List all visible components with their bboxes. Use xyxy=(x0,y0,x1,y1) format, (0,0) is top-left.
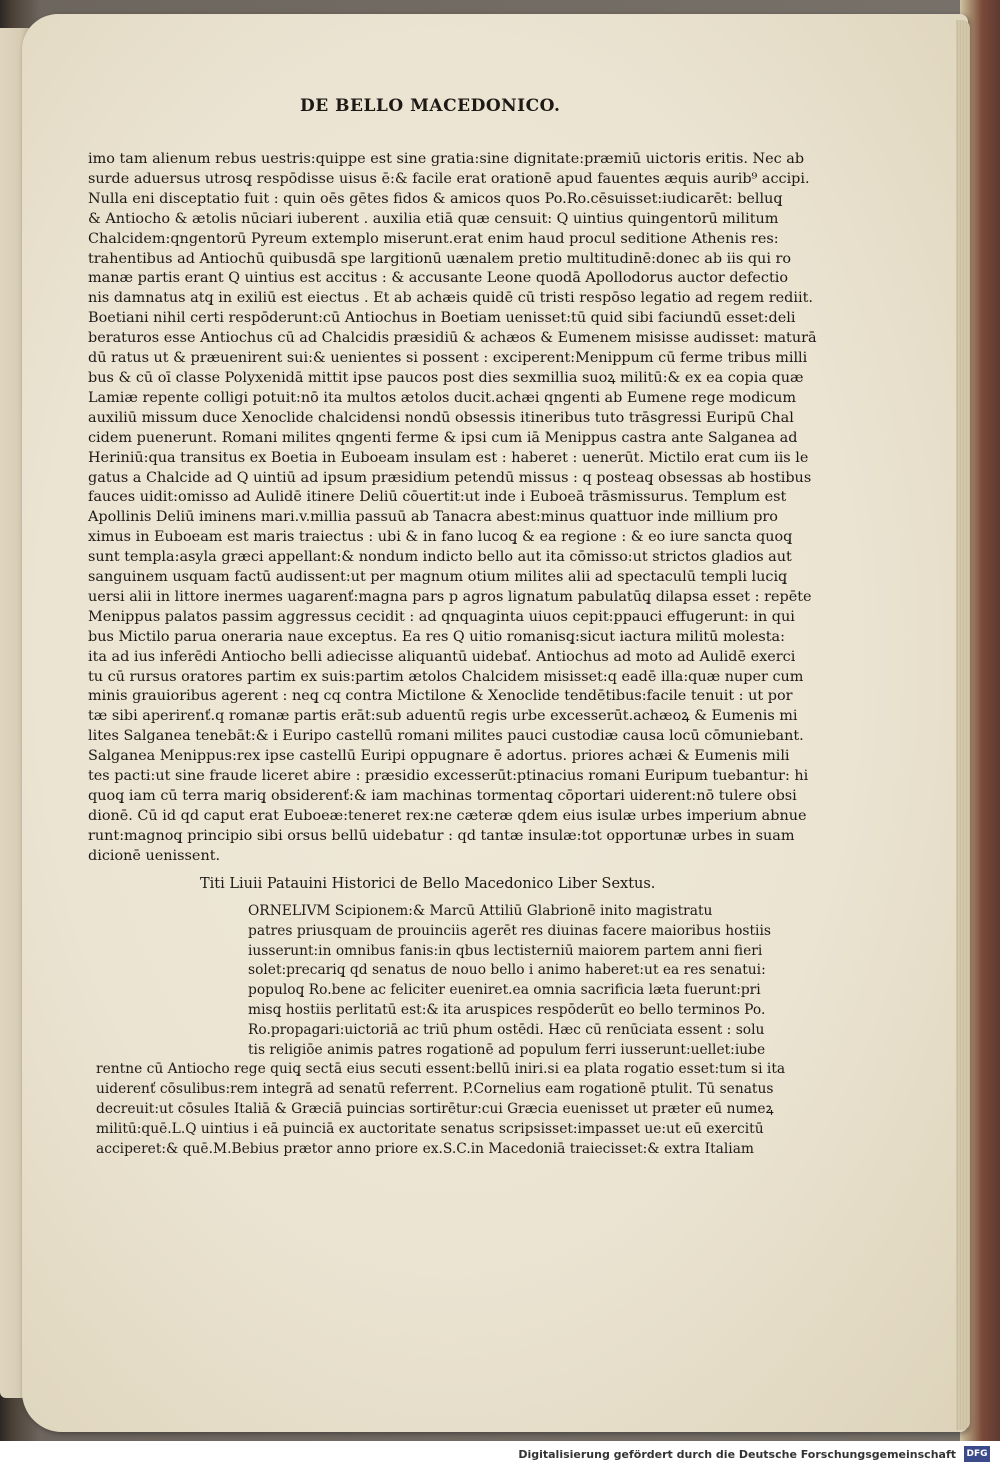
text-line: dionē. Cū id qd caput erat Euboeæ:teneret rex:ne cæteræ qdem eius isulæ urbes imperium abnue xyxy=(88,807,807,824)
text-line: ximus in Euboeam est maris traiectus : ubi & in fano lucoq̧ & ea regione : & eo iure sancta quoq̧ xyxy=(88,529,793,546)
text-line: acciperet:& quē.M.Bebius prætor anno priore ex.S.C.in Macedoniā traiecisset:& extra Italiam xyxy=(96,1140,755,1157)
digitization-note: Digitalisierung gefördert durch die Deutsche Forschungsgemeinschaft xyxy=(518,1448,956,1461)
text-line: uersi alii in littore inermes uagarenť:magna pars p agros lignatum pabulatūq̧ dilapsa esset : repēte xyxy=(88,588,812,605)
text-line: solet:precariq̧ qd senatus de nouo bello i animo haberet:ut ea res senatui: xyxy=(248,962,766,979)
text-line: misq̧ hostiis perlitatū est:& ita aruspices respōderūt eo bello terminos Po. xyxy=(248,1001,766,1018)
text-line: fauces uidit:omisso ad Aulidē itinere Deliū cōuertit:ut inde i Euboeā trāsmissurus. Templum est xyxy=(88,489,787,506)
text-line: populoq̧ Ro.bene ac feliciter eueniret.ea omnia sacrificia læta fuerunt:pri xyxy=(248,982,761,999)
text-line: Menippus palatos passim aggressus cecidit : ad qnquaginta uiuos cepit:ppauci effugerunt: in qui xyxy=(88,608,795,625)
text-line: runt:magnoq̧ principio sibi orsus bellū uidebatur : qd tantæ insulæ:tot opportunæ urbes in suam xyxy=(88,827,795,844)
text-line: tes pacti:ut sine fraude liceret abire : præsidio excesserūt:ptinacius romani Euripum tuebantur: hi xyxy=(88,768,809,785)
text-line: manæ partis erant Q uintius est accitus : & accusante Leone quodā Apollodorus auctor defectio xyxy=(88,270,788,287)
text-line: militū:quē.L.Q uintius i eā puinciā ex auctoritate senatus scripsisset:impasset ue:ut eū exercitū xyxy=(96,1120,764,1137)
text-line: bus Mictilo parua oneraria naue exceptus. Ea res Q uitio romanisq̧:sicut iactura militū molesta: xyxy=(88,628,785,645)
text-line: Boetiani nihil certi respōderunt:cū Antiochus in Boetiam uenisset:tū quid sibi faciundū esset:deli xyxy=(88,310,796,327)
text-line: auxiliū missum duce Xenoclide chalcidensi nondū obsessis itineribus tuto trāsgressi Euripū Chal xyxy=(88,409,794,426)
text-line: gatus a Chalcide ad Q uintiū ad ipsum præsidium petendū missus : q posteaq̧ obsessas ab hostibus xyxy=(88,469,812,486)
text-line: uiderenť cōsulibus:rem integrā ad senatū referrent. P.Cornelius eam rogationē ptulit. Tū senatus xyxy=(96,1081,774,1098)
text-line: ORNELIVM Scipionem:& Marcū Attiliū Glabrionē inito magistratu xyxy=(248,903,713,919)
text-line: Heriniū:qua transitus ex Boetia in Euboeam insulam est : haberet : uenerūt. Mictilo erat cum iis le xyxy=(88,449,809,466)
text-line: sanguinem usquam factū audissent:ut per magnum otium milites alii ad spectaculū templi luciq̧ xyxy=(88,569,788,586)
page-stack-edges xyxy=(956,20,970,1430)
text-line: beraturos esse Antiochus cū ad Chalcidis præsidiū & achæos & Eumenem misisse audisset: maturā xyxy=(88,330,817,347)
text-line: minis grauioribus agerent : neq̧ cq contra Mictilone & Xenoclide tendētibus:facile tenuit : ut por xyxy=(88,688,793,705)
running-head: DE BELLO MACEDONICO. xyxy=(300,96,561,116)
dfg-logo-icon: DFG xyxy=(964,1446,990,1462)
text-line: dicionē uenissent. xyxy=(88,847,221,864)
text-line: patres priusquam de prouinciis agerēt res diuinas facere maioribus hostiis xyxy=(248,922,771,939)
text-line: bus & cū oī classe Polyxenidā mittit ipse paucos post dies sexmillia suoꝝ militū:& ex ea copia quæ xyxy=(88,369,804,386)
book-heading: Titi Liuii Patauini Historici de Bello Macedonico Liber Sextus. xyxy=(200,876,656,892)
text-line: sunt templa:asyla græci appellant:& nondum indicto bello aut ita cōmisso:ut strictos gladios aut xyxy=(88,549,792,566)
text-line: nis damnatus atq̧ in exiliū est eiectus . Et ab achæis quidē cū tristi respōso legatio ad regem rediit. xyxy=(88,290,813,307)
text-line: dū ratus ut & præuenirent sui:& uenientes si possent : exciperent:Menippum cū ferme tribus milli xyxy=(88,350,808,367)
text-line: Chalcidem:qngentorū Pyreum extemplo miserunt.erat enim haud procul seditione Athenis res: xyxy=(88,230,779,247)
text-line: quoq̧ iam cū terra mariq̧ obsiderenť:& iam machinas tormentaq̧ cōportari uiderent:nō tulere obsi xyxy=(88,788,797,804)
text-line: Lamiæ repente colligi potuit:nō ita multos ætolos ducit.achæi qngenti ab Eumene rege modicum xyxy=(88,389,797,406)
text-line: tæ sibi aperirenť.q romanæ partis erāt:sub aduentū regis urbe excesserūt.achæoꝝ & Eumenis mi xyxy=(88,708,798,725)
text-line: Apollinis Deliū iminens mari.v.millia passuū ab Tanacra abest:minus quattuor inde millium pro xyxy=(88,509,778,526)
text-line: iusserunt:in omnibus fanis:in qbus lectisterniū maiorem partem anni fieri xyxy=(248,942,763,959)
text-line: decreuit:ut cōsules Italiā & Græciā puincias sortirētur:cui Græcia euenisset ut præter eū numeꝝ xyxy=(96,1100,774,1117)
text-line: lites Salganea tenebāt:& i Euripo castellū romani milites pauci custodiæ causa locū cōmuniebant. xyxy=(88,728,804,745)
text-line: cidem puenerunt. Romani milites qngenti ferme & ipsi cum iā Menippus castra ante Salganea ad xyxy=(88,429,798,446)
text-line: tu cū rursus oratores partim ex suis:partim ætolos Chalcidem misisset:q eadē illa:quæ nuper cum xyxy=(88,668,804,685)
text-line: imo tam alienum rebus uestris:quippe est sine gratia:sine dignitate:præmiū uictoris eritis. Nec ab xyxy=(88,151,805,167)
text-line: ita ad ius inferēdi Antiocho belli adiecisse aliquantū uidebať. Antiochus ad moto ad Aulidē exerci xyxy=(88,648,796,665)
text-line: surde aduersus utrosq̧ respōdisse uisus ē:& facile erat orationē apud fauentes æquis aurib⁹ accipi. xyxy=(88,170,810,187)
text-line: rentne cū Antiocho rege quiq̧ sectā eius secuti essent:bellū iniri.si ea plata rogatio esset:tum si ita xyxy=(96,1061,786,1078)
text-line: tis religiōe animis patres rogationē ad populum ferri iusserunt:uellet:iube xyxy=(248,1041,766,1058)
text-line: trahentibus ad Antiochū quibusdā spe largitionū uænalem pretio multitudinē:donec ab iis qui ro xyxy=(88,250,792,267)
text-line: Salganea Menippus:rex ipse castellū Euripi oppugnare ē adortus. priores achæi & Eumenis mili xyxy=(88,748,790,765)
text-line: Nulla eni disceptatio fuit : quin oēs gētes fidos & amicos quos Po.Ro.cēsuisset:iudicarēt: belluq̧ xyxy=(88,190,783,207)
text-line: & Antiocho & ætolis nūciari iuberent . auxilia etiā quæ censuit: Q uintius quingentorū militum xyxy=(88,210,779,227)
book-six-text xyxy=(96,902,786,1159)
body-text xyxy=(88,150,817,867)
text-line: Ro.propagari:uictoriā ac triū phum ostēdi. Hæc cū renūciata essent : solu xyxy=(248,1021,765,1038)
